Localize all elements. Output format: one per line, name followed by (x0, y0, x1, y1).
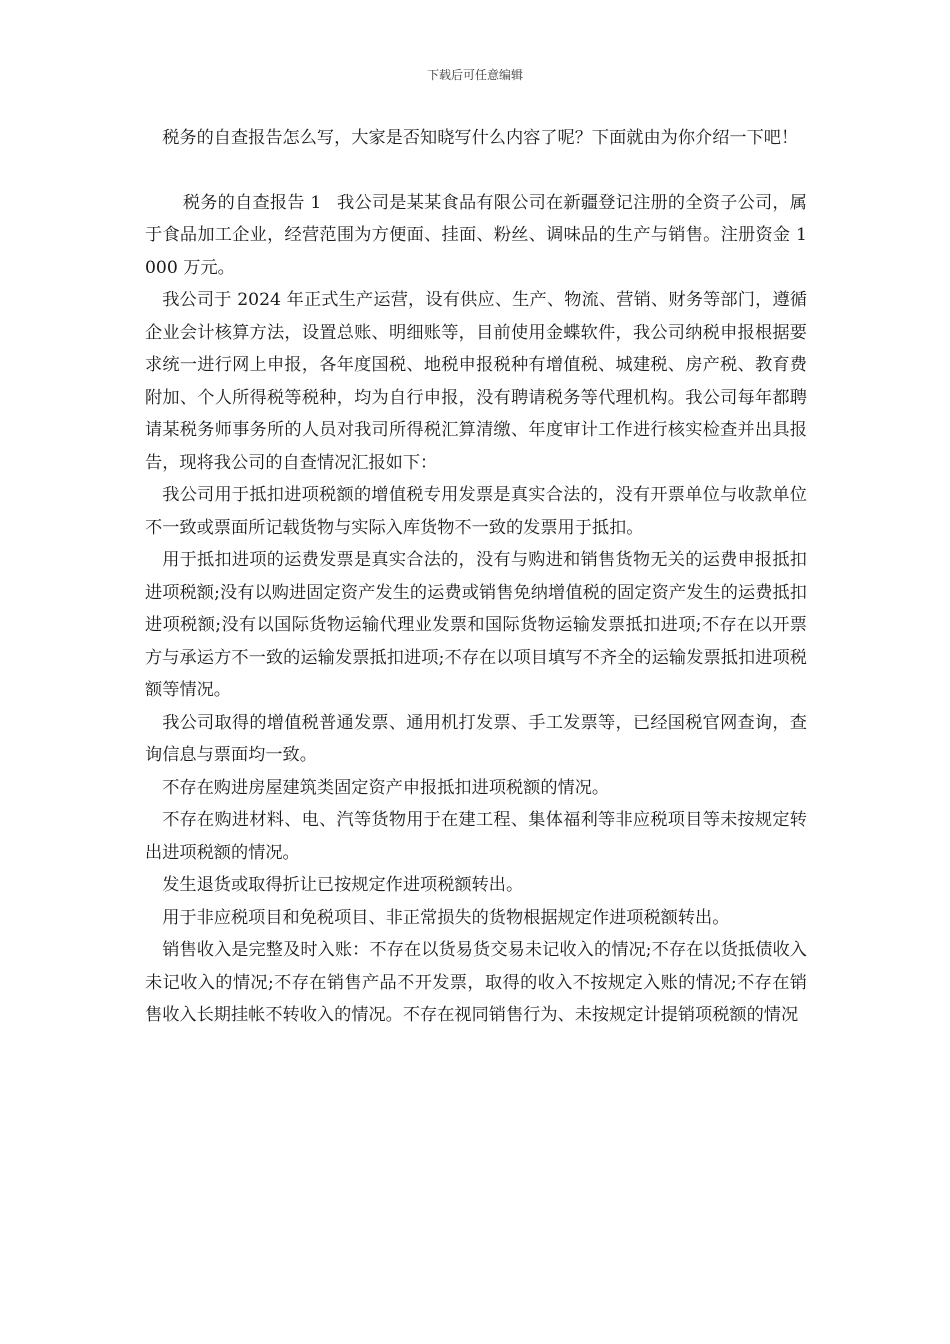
report-first-paragraph-text: 我公司是某某食品有限公司在新疆登记注册的全资子公司，属于食品加工企业，经营范围为方便面、挂面、粉丝、调味品的生产与销售。注册资金 1000 万元。 (145, 192, 807, 278)
body-paragraph-6: 不存在购进材料、电、汽等货物用于在建工程、集体福利等非应税项目等未按规定转出进项税额的情况。 (145, 810, 807, 863)
body-paragraph-7: 发生退货或取得折让已按规定作进项税额转出。 (162, 875, 524, 895)
body-paragraph-8: 用于非应税项目和免税项目、非正常损失的货物根据规定作进项税额转出。 (162, 907, 730, 928)
document-body (145, 122, 807, 1032)
body-paragraph-1: 我公司于 2024 年正式生产运营，设有供应、生产、物流、营销、财务等部门，遵循企业会计核算方法，设置总账、明细账等，目前使用金蝶软件，我公司纳税申报根据要求统一进行网上申报，各年度国税、地税申报税种有增值税、城建税、房产税、教育费附加、个人所得税等税种，均为自行申报，没有聘请税务等代理机构。我公司每年都聘请某税务师事务所的人员对我司所得税汇算清缴、年度审计工作进行核实检查并出具报告，现将我公司的自查情况汇报如下： (145, 290, 807, 473)
report-title: 税务的自查报告 1 (182, 192, 322, 213)
body-paragraph-3: 用于抵扣进项的运费发票是真实合法的，没有与购进和销售货物无关的运费申报抵扣进项税额;没有以购进固定资产发生的运费或销售免纳增值税的固定资产发生的运费抵扣进项税额;没有以国际货物运输代理业发票和国际货物运输发票抵扣进项;不存在以开票方与承运方不一致的运输发票抵扣进项;不存在以项目填写不齐全的运输发票抵扣进项税额等情况。 (145, 550, 807, 700)
page-header: 下载后可任意编辑 (426, 68, 523, 82)
intro-paragraph: 税务的自查报告怎么写，大家是否知晓写什么内容了呢？下面就由为你介绍一下吧！ (162, 128, 799, 148)
body-paragraph-4: 我公司取得的增值税普通发票、通用机打发票、手工发票等，已经国税官网查询，查询信息与票面均一致。 (145, 712, 807, 765)
body-paragraph-9: 销售收入是完整及时入账：不存在以货易货交易未记收入的情况;不存在以货抵债收入未记收入的情况;不存在销售产品不开发票，取得的收入不按规定入账的情况;不存在销售收入长期挂帐不转收入的情况。不存在视同销售行为、未按规定计提销项税额的情况 (145, 940, 807, 1025)
body-paragraph-5: 不存在购进房屋建筑类固定资产申报抵扣进项税额的情况。 (162, 777, 610, 798)
body-paragraph-2: 我公司用于抵扣进项税额的增值税专用发票是真实合法的，没有开票单位与收款单位不一致或票面所记载货物与实际入库货物不一致的发票用于抵扣。 (145, 485, 807, 538)
report-first-paragraph (145, 187, 807, 285)
